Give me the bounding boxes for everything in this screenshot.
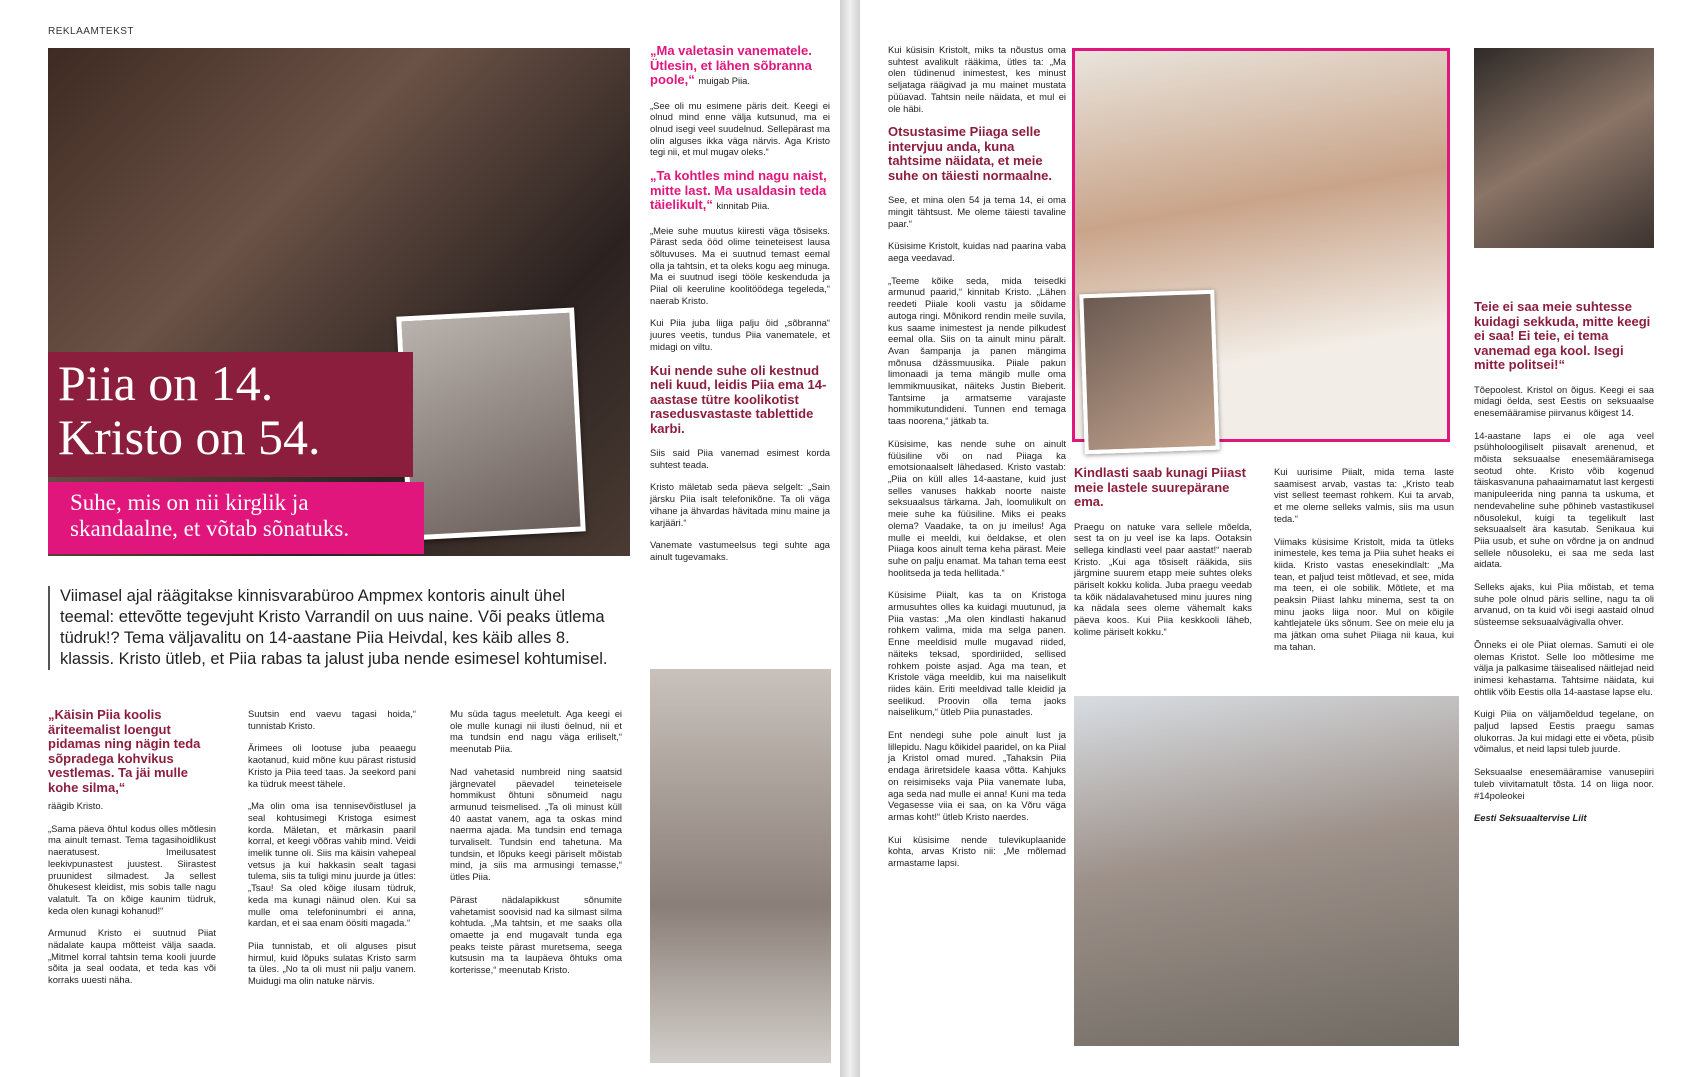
- column-6: [1074, 466, 1252, 649]
- subheadline: Suhe, mis on nii kirglik ja skandaalne, et võtab sõnatuks.: [70, 490, 350, 541]
- intro-paragraph: Viimasel ajal räägitakse kinnisvarabüroo Ampmex kontoris ainult ühel teemal: ettevõtte tegevjuht Kristo Varrandil on uus naine. Või peaks ütlema tüdruk!? Tema väljavalitu on 14-aastane Piia Heivdal, kes käib alles 8. klassis. Kristo ütleb, et Piia rabas ta jalust juba nende esimesel kohtumisel.: [48, 586, 622, 670]
- street-photo: [1074, 696, 1459, 1046]
- paragraph: „Ma olin oma isa tennisevõistlusel ja seal kohtusimegi Kristoga esimest korda. Mäletan, et märkasin paaril korral, et keegi võõras vahib mind. Veidi imelik tunne oli. Siis ma käisin vahepeal vetsus ja kui hakkasin sealt tagasi tulema, siis ta tuligi minu juurde ja ütles: „Tsau! Sa oled kõige ilusam tüdruk, keda ma kunagi näinud olen. Kui sa mulle oma telefoninumbri ei anna, kardan, et ei saa enam öösiti magada.“: [248, 800, 416, 929]
- paragraph: „Meie suhe muutus kiiresti väga tõsiseks. Pärast seda ööd olime teineteisest lausa sõltuvuses. Ma ei suutnud temast eemal olla ja tahtsin, et ta oleks kogu aeg minuga. Ma ei suutnud isegi tööle keskenduda ja Piial oli keeruline koolitöödega tegeleda,“ naerab Kristo.: [650, 224, 830, 306]
- paragraph: Selleks ajaks, kui Piia mõistab, et tema suhe pole olnud päris selline, nagu ta oli arvanud, on ta kuid või isegi aastaid olnud süsteemse seksuaalvägivalla ohver.: [1474, 581, 1654, 628]
- paragraph: Kristo mäletab seda päeva selgelt: „Sain järsku Piia isalt telefonikõne. Ta oli väga vihane ja ähvardas hävitada minu maine ja karjääri.“: [650, 481, 830, 528]
- paragraph: Kui küsisime nende tulevikuplaanide kohta, arvas Kristo nii: „Me mõlemad armastame lapsi.: [888, 833, 1066, 869]
- paragraph: Mu süda tagus meeletult. Aga keegi ei ole mulle kunagi nii ilusti öelnud, nii et ma tundsin end nagu väga eriliselt,“ meenutab Piia.: [450, 708, 622, 755]
- paragraph: Küsisime Piialt, kas ta on Kristoga armusuhtes olles ka kuidagi muutunud, ja Piia vastas: „Ma olen kindlasti hakanud rohkem valima, mida ma selga panen. Enne meeldisid mulle mugavad riided, näiteks teksad, spordiriided, sellised rohkem poiste asjad. Aga ma tean, et Kristole väga meeldib, kui ma naiselikult riides käin. Eriti meeldivad talle kleidid ja seelikud. Proovin olla tema jaoks naiselikum,“ ütleb Piia punastades.: [888, 589, 1066, 718]
- pull-quote-attribution: räägib Kristo.: [48, 800, 104, 811]
- signature: Eesti Seksuaaltervise Liit: [1474, 812, 1587, 824]
- paragraph: „See oli mu esimene päris deit. Keegi ei olnud mind enne välja kutsunud, ma ei olnud isegi veel suudelnud. Sellepärast ma olin alguses ikka väga närvis. Aga Kristo tegi nii, et mul mugav oleks.“: [650, 99, 830, 158]
- paragraph: Küsisime, kas nende suhe on ainult füüsiline või on nad Piiaga ka emotsionaalselt lähedased. Kristo vastab: „Piia on küll alles 14-aastane, kuid just selles vanuses hakkab noorte naiste seksuaalsus tärkama. Jah, loomulikult on meie suhe ka füüsiline. Miks ei peaks olema? Vaadake, ta on ju imeilus! Aga mulle ei meeldi, kui öeldakse, et olen Piiaga koos ainult tema keha pärast. Meie suhe on palju enamat. Ma tahan tema eest hoolitseda ja teda hellitada.“: [888, 437, 1066, 578]
- paragraph: 14-aastane laps ei ole aga veel psühholoogiliselt piisavalt arenenud, et mõista seksuaalse enesemääramisega seotud ohte. Kristo võib kogenud täiskasvanuna pahaaimamatut last kergesti manipuleerida ning panna ta uskuma, et nendevaheline suhe põhineb vastastikusel nõusolekul, kuigi ta tegelikult last seksuaalselt ära kasutab. Senikaua kui Piia usub, et suhe on võrdne ja on andnud sellele nõusoleku, ei saa me seda last aidata.: [1474, 429, 1654, 570]
- pull-quote: Otsustasime Piiaga selle intervjuu anda, kuna tahtsime näidata, et meie suhe on täiesti normaalne.: [888, 124, 1052, 183]
- column-2: [248, 708, 416, 998]
- paragraph: Seksuaalse enesemääramise vanusepiiri tuleb viivitamatult tõsta. 14 on liiga noor. #14poleokei: [1474, 766, 1654, 801]
- column-1: [48, 708, 216, 997]
- right-page: [860, 0, 1701, 1077]
- paragraph: Pärast nädalapikkust sõnumite vahetamist soovisid nad ka silmast silma kohtuda. „Ma tahtsin, et me saaks olla omaette ja end mugavalt tunda ega peaks teiste pärast muretsema, seega kutsusin ma ta laupäeva õhtuks oma korterisse,“ meenutab Kristo.: [450, 893, 622, 976]
- pull-quote: „Ma valetasin vanematele. Ütlesin, et lähen sõbranna poole,“ muigab Piia.: [650, 43, 812, 87]
- pull-quote: Kindlasti saab kunagi Piiast meie lastele suurepärane ema.: [1074, 465, 1246, 509]
- column-3: [450, 708, 622, 987]
- inset-photo: [396, 307, 585, 540]
- paragraph: Armunud Kristo ei suutnud Piiat nädalate kaupa mõtteist välja saada. „Mitmel korral tahtsin tema kooli juurde sõita ja seal oodata, et teda kas või korraks uuesti näha.: [48, 927, 216, 986]
- spine-gutter: [840, 0, 860, 1077]
- left-page: [0, 0, 840, 1077]
- column-4: [650, 44, 830, 574]
- walking-couple-photo: [650, 669, 831, 1063]
- column-8: [1474, 300, 1654, 835]
- paragraph: Siis said Piia vanemad esimest korda suhtest teada.: [650, 447, 830, 470]
- headline-line-1: Piia on 14.: [58, 355, 274, 411]
- column-7: [1274, 466, 1454, 664]
- paragraph: Viimaks küsisime Kristolt, mida ta ütleks inimestele, kes tema ja Piia suhet heaks ei kiida. Kristo vastas enesekindlalt: „Ma tean, et paljud teist mõtlevad, et see, mida ma teen, ei ole sobilik. Mõtlete, et ma peaksin Piiast lahku minema, sest ta on minu jaoks liiga noor. Mul on kõigile kahtlejatele üks sõnum. See on meie elu ja ma jätkan oma suhet Piiaga nii kaua, kui ma tahan.: [1274, 535, 1454, 652]
- paragraph: Küsisime Kristolt, kuidas nad paarina vaba aega veedavad.: [888, 240, 1066, 264]
- pull-quote: „Ta kohtles mind nagu naist, mitte last. Ma usaldasin teda täielikult,“ kinnitab Piia.: [650, 168, 827, 213]
- paragraph: Kui uurisime Piialt, mida tema laste saamisest arvab, vastas ta: „Kristo teab vist sellest teemast rohkem. Kui ta arvab, et me oleme selleks valmis, siis ma usun teda.“: [1274, 466, 1454, 524]
- pull-quote: Teie ei saa meie suhtesse kuidagi sekkuda, mitte keegi ei saa! Ei teie, ei tema vanemad ega kool. Isegi mitte politsei!“: [1474, 299, 1651, 372]
- paragraph: Piia tunnistab, et oli alguses pisut hirmul, kuid lõpuks sulatas Kristo sarm ta üles. „No ta oli must nii palju vanem. Muidugi ma olin natuke närvis.: [248, 939, 416, 987]
- paragraph: Nad vahetasid numbreid ning saatsid järgnevatel päevadel teineteisele hommikust õhtuni sõnumeid nagu armunud teismelised. „Ta oli minust küll 40 aastat vanem, aga ta oskas mind naerma ajada. Ma tundsin end temaga turvaliselt. Tundsin end tahetuna. Ma tundsin, et lõpuks keegi päriselt mõistab mind, ja siis ma armusingi temasse,“ ütles Piia.: [450, 765, 622, 883]
- pull-quote: Kui nende suhe oli kestnud neli kuud, leidis Piia ema 14-aastase tütre koolikotist rasedusvastaste tablettide karbi.: [650, 362, 827, 436]
- headline-line-2: Kristo on 54.: [58, 409, 321, 465]
- pull-quote: „Käisin Piia koolis äriteemalist loengut pidamas ning nägin teda sõpradega kohvikus vestlemas. Ta jäi mulle kohe silma,“: [48, 707, 201, 795]
- paragraph: Õnneks ei ole Piiat olemas. Samuti ei ole olemas Kristot. Selle loo mõtlesime me välja ja palkasime täisealised näitlejad neid inimesi kehastama. Tahtsime näidata, kui ohtlik võib Eestis olla 14-aastase lapse elu.: [1474, 638, 1654, 697]
- section-label: REKLAAMTEKST: [48, 26, 135, 37]
- paragraph: „Teeme kõike seda, mida teisedki armunud paarid,“ kinnitab Kristo. „Lähen reedeti Piiale kooli vastu ja sõidame autoga ringi. Mõnikord rendin meile suvila, kus saame inimestest ja nende pilkudest eemal olla. Siis on ta ainult minu päralt. Avan šampanja ja panen mängima mõnusa džässmuusika. Piiale pakun limonaadi ja tema mängib mulle oma lemmikmuusikat, näiteks Justin Bieberit. Tantsime ja armatseme varajaste hommikutundideni. Tunnen end temaga taas noorena,“ jätkab ta.: [888, 274, 1066, 427]
- paragraph: See, et mina olen 54 ja tema 14, ei oma mingit tähtsust. Me oleme täiesti tavaline paar.“: [888, 194, 1066, 229]
- paragraph: Ärimees oli lootuse juba peaaegu kaotanud, kuid mõne kuu pärast ristusid Kristo ja Piia teed taas. Ja seekord pani ka tüdruk meest tähele.: [248, 742, 416, 789]
- face-touch-photo: [1079, 290, 1220, 455]
- paragraph: Suutsin end vaevu tagasi hoida,“ tunnistab Kristo.: [248, 708, 416, 731]
- column-5: [888, 44, 1066, 880]
- paragraph: Kuigi Piia on väljamõeldud tegelane, on paljud lapsed Eestis praegu samas olukorras. Ja kui midagi ette ei võeta, püsib võimalus, et neid lapsi tuleb juurde.: [1474, 708, 1654, 755]
- paragraph: Kui küsisin Kristolt, miks ta nõustus oma suhtest avalikult rääkima, ütles ta: „Ma olen tüdinenud inimestest, kes minust seljataga räägivad ja mu mainet mustata püüavad. Tahtsin neile näidata, et mul ei ole häbi.: [888, 44, 1066, 114]
- paragraph: Praegu on natuke vara sellele mõelda, sest ta on ju veel ise ka laps. Ootaksin sellega kindlasti veel paar aastat!“ naerab Kristo. „Kui aga tõsiselt rääkida, siis järgmine suurem etapp meie suhtes oleks päriselt kokku kolida. Juba praegu veedab ta kõik nädalavahetused minu juures ning ka nädala sees oleme vähemalt kaks päeva koos. Kui Piia keskkooli läheb, kolime päriselt kokku.“: [1074, 520, 1252, 637]
- paragraph: Ent nendegi suhe pole ainult lust ja lillepidu. Nagu kõikidel paaridel, on ka Piial ja Kristol omad mured. „Tahaksin Piia endaga äriretsidele kaasa võtta. Kahjuks on reisimiseks vaja Piia vanemate luba, aga seda nad mulle ei anna! Kuni ma teda Vegasesse viia ei saa, on ka Võru väga armas koht!“ ütleb Kristo naerdes.: [888, 729, 1066, 822]
- paragraph: Tõepoolest. Kristol on õigus. Keegi ei saa midagi öelda, sest Eestis on seksuaalse enesemääramise piirvanus kõigest 14.: [1474, 383, 1654, 418]
- paragraph: Vanemate vastumeelsus tegi suhte aga ainult tugevamaks.: [650, 539, 830, 562]
- kitchen-photo: [1474, 48, 1654, 248]
- paragraph: „Sama päeva õhtul kodus olles mõtlesin ma ainult temast. Tema tagasihoidlikust naeratusest. Imeilusatest leekivpunastest juustest. Siirastest pruunidest silmadest. Ja sellest õhukesest kleidist, mis sobis talle nagu valatult. Ta on kõige kaunim tüdruk, keda olen kunagi kohanud!“: [48, 822, 216, 916]
- paragraph: Kui Piia juba liiga palju öid „sõbranna“ juures veetis, tundus Piia vanematele, et midagi on viltu.: [650, 317, 830, 352]
- headline: [58, 356, 418, 464]
